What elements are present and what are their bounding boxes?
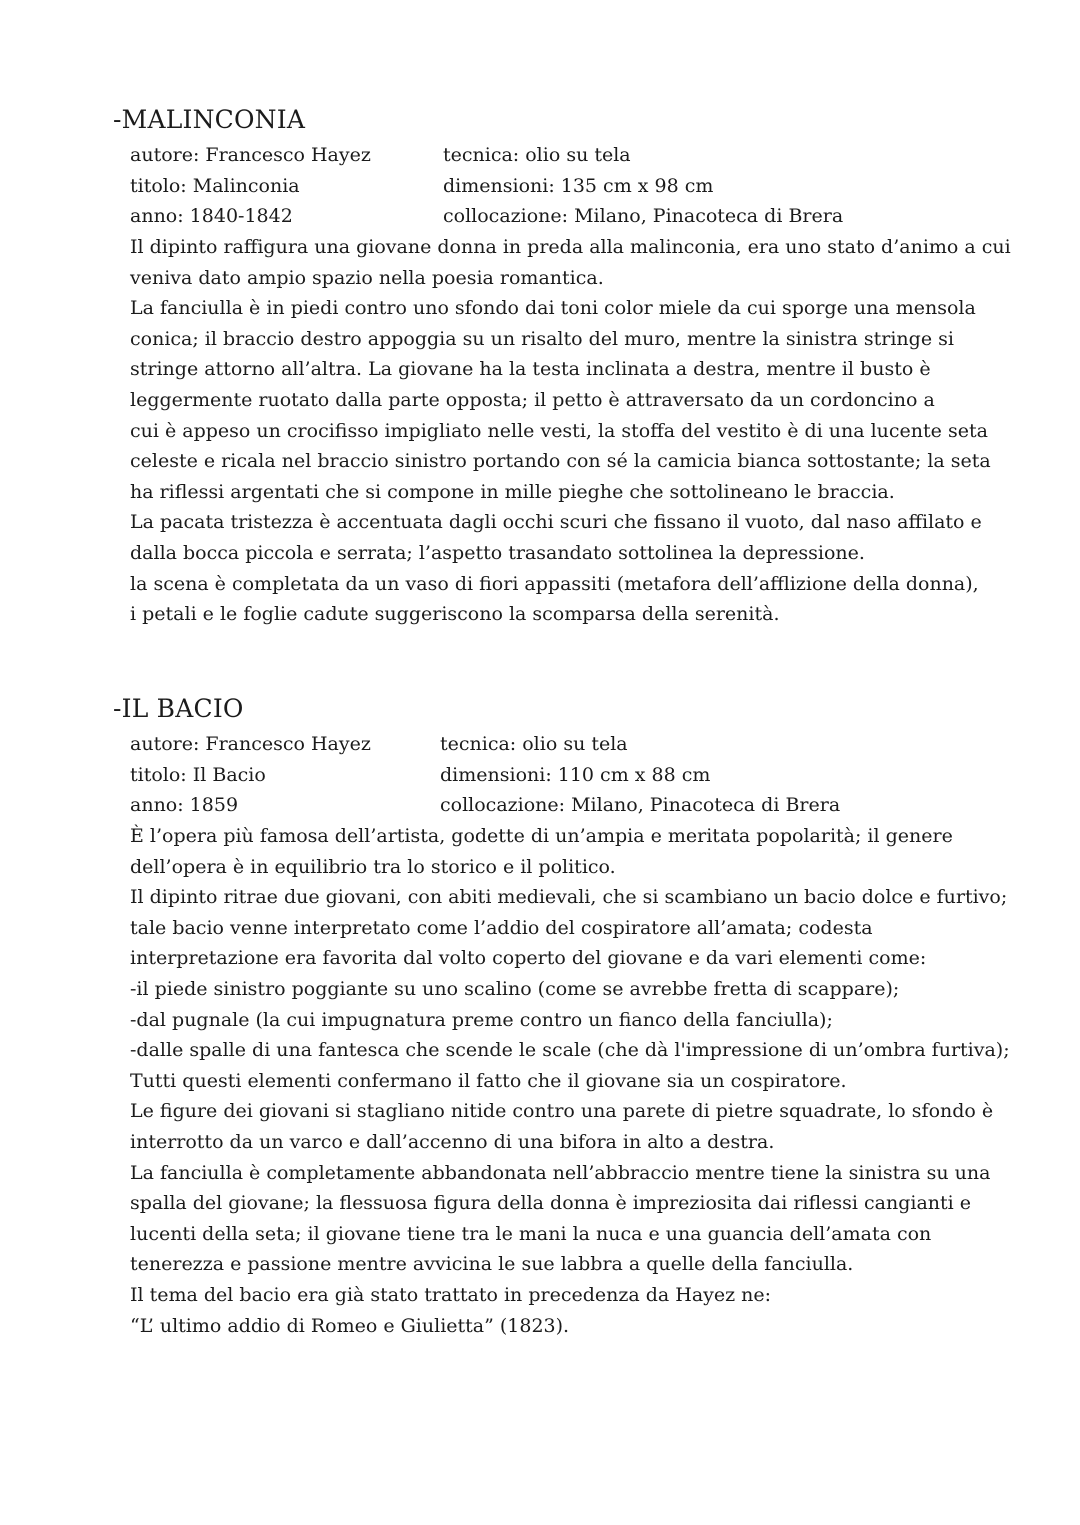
meta-technique: tecnica: olio su tela [440, 733, 628, 755]
text-line: Il dipinto ritrae due giovani, con abiti medievali, che si scambiano un bacio dolce e furtivo; [130, 886, 1008, 909]
text-line: È l’opera più famosa dell’artista, godette di un’ampia e meritata popolarità; il genere [130, 825, 953, 847]
artwork-metadata [0, 140, 1080, 232]
text-line: -dal pugnale (la cui impugnatura preme contro un fianco della fanciulla); [130, 1008, 833, 1031]
artwork-metadata [0, 729, 1080, 821]
meta-location: collocazione: Milano, Pinacoteca di Brera [440, 794, 841, 817]
text-line: ha riflessi argentati che si compone in mille pieghe che sottolineano le braccia. [130, 480, 895, 503]
text-line: veniva dato ampio spazio nella poesia romantica. [130, 266, 604, 289]
meta-year: anno: 1840-1842 [130, 205, 293, 228]
text-line: stringe attorno all’altra. La giovane ha la testa inclinata a destra, mentre il busto è [130, 358, 931, 381]
metadata-left-column [130, 140, 371, 232]
text-line: tale bacio venne interpretato come l’addio del cospiratore all’amata; codesta [130, 916, 873, 939]
text-line: tenerezza e passione mentre avvicina le sue labbra a quelle della fanciulla. [130, 1253, 854, 1276]
text-line: celeste e ricala nel braccio sinistro portando con sé la camicia bianca sottostante; la seta [130, 450, 991, 473]
text-line: Il tema del bacio era già stato trattato in precedenza da Hayez ne: [130, 1283, 772, 1306]
section-title: -IL BACIO [113, 694, 244, 723]
description [0, 821, 1080, 1341]
meta-dimensions: dimensioni: 110 cm x 88 cm [440, 763, 711, 786]
text-line: interrotto da un varco e dall’accenno di una bifora in alto a destra. [130, 1130, 775, 1153]
text-line: “L’ ultimo addio di Romeo e Giulietta” (1823). [130, 1314, 570, 1337]
metadata-right-column [440, 729, 840, 821]
meta-year: anno: 1859 [130, 794, 239, 817]
metadata-left-column [130, 729, 371, 821]
section-il-bacio [0, 689, 1080, 1341]
text-line: dell’opera è in equilibrio tra lo storico e il politico. [130, 855, 616, 878]
text-line: La fanciulla è completamente abbandonata nell’abbraccio mentre tiene la sinistra su una [130, 1161, 991, 1184]
text-line: La fanciulla è in piedi contro uno sfondo dai toni color miele da cui sporge una mensola [130, 297, 976, 320]
meta-title: titolo: Il Bacio [130, 763, 266, 786]
text-line: conica; il braccio destro appoggia su un risalto del muro, mentre la sinistra stringe si [130, 327, 954, 350]
text-line: La pacata tristezza è accentuata dagli occhi scuri che fissano il vuoto, dal naso affilato e [130, 511, 982, 534]
text-line: -dalle spalle di una fantesca che scende le scale (che dà l'impressione di un’ombra furtiva); [130, 1039, 1010, 1062]
meta-author: autore: Francesco Hayez [130, 733, 371, 755]
text-line: interpretazione era favorita dal volto coperto del giovane e da vari elementi come: [130, 947, 927, 970]
meta-title: titolo: Malinconia [130, 174, 300, 197]
text-line: leggermente ruotato dalla parte opposta; il petto è attraversato da un cordoncino a [130, 388, 935, 411]
text-line: dalla bocca piccola e serrata; l’aspetto trasandato sottolinea la depressione. [130, 541, 865, 564]
section-title: -MALINCONIA [113, 105, 306, 134]
text-line: i petali e le foglie cadute suggeriscono la scomparsa della serenità. [130, 603, 780, 626]
meta-location: collocazione: Milano, Pinacoteca di Brera [443, 205, 844, 228]
text-line: -il piede sinistro poggiante su uno scalino (come se avrebbe fretta di scappare); [130, 977, 900, 1000]
text-line: lucenti della seta; il giovane tiene tra le mani la nuca e una guancia dell’amata con [130, 1222, 932, 1245]
section-malinconia [0, 100, 1080, 630]
text-line: spalla del giovane; la flessuosa figura della donna è impreziosita dai riflessi cangianti e [130, 1192, 972, 1215]
text-line: Le figure dei giovani si stagliano nitide contro una parete di pietre squadrate, lo sfondo è [130, 1100, 994, 1123]
text-line: cui è appeso un crocifisso impigliato nelle vesti, la stoffa del vestito è di una lucente seta [130, 419, 988, 442]
metadata-right-column [443, 140, 843, 232]
meta-technique: tecnica: olio su tela [443, 144, 631, 166]
meta-dimensions: dimensioni: 135 cm x 98 cm [443, 174, 714, 197]
text-line: Tutti questi elementi confermano il fatto che il giovane sia un cospiratore. [130, 1069, 847, 1092]
text-line: la scena è completata da un vaso di fiori appassiti (metafora dell’afflizione della donna), [130, 572, 979, 595]
description [0, 232, 1080, 630]
meta-author: autore: Francesco Hayez [130, 144, 371, 166]
text-line: Il dipinto raffigura una giovane donna in preda alla malinconia, era uno stato d’animo a cui [130, 236, 1011, 258]
